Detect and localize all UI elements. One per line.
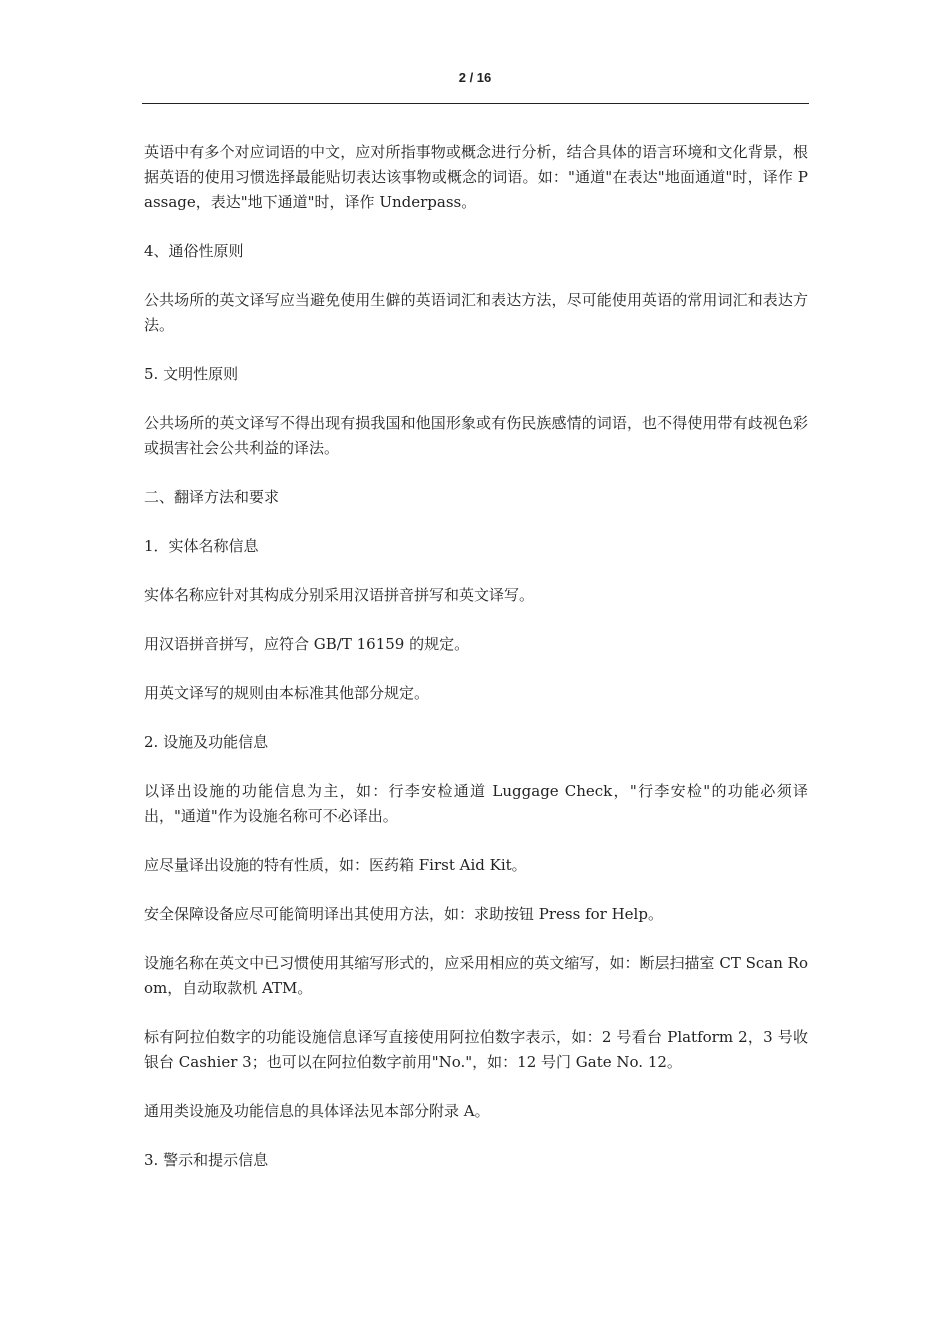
heading-facilities: 2. 设施及功能信息 [144,733,269,751]
paragraph-facility-nature: 应尽量译出设施的特有性质，如：医药箱 First Aid Kit。 [144,856,527,874]
heading-civility-principle: 5. 文明性原则 [144,365,239,383]
paragraph-abbreviations: 设施名称在英文中已习惯使用其缩写形式的，应采用相应的英文缩写，如：断层扫描室 CT Scan Room，自动取款机 ATM。 [144,954,808,997]
document-body [144,140,808,1197]
heading-translation-methods: 二、翻译方法和要求 [144,488,280,506]
paragraph-english-rule: 用英文译写的规则由本标准其他部分规定。 [144,684,430,702]
heading-popularity-principle: 4、通俗性原则 [144,242,244,260]
paragraph-pinyin-rule: 用汉语拼音拼写，应符合 GB/T 16159 的规定。 [144,635,470,653]
paragraph-safety-equipment: 安全保障设备应尽可能简明译出其使用方法，如：求助按钮 Press for Help。 [144,905,663,923]
heading-entity-names: 1．实体名称信息 [144,537,259,555]
paragraph-facility-function: 以译出设施的功能信息为主，如：行李安检通道 Luggage Check，"行李安检"的功能必须译出，"通道"作为设施名称可不必译出。 [144,782,808,825]
paragraph-appendix-reference: 通用类设施及功能信息的具体译法见本部分附录 A。 [144,1102,490,1120]
paragraph-word-choice: 英语中有多个对应词语的中文，应对所指事物或概念进行分析，结合具体的语言环境和文化背景，根据英语的使用习惯选择最能贴切表达该事物或概念的词语。如："通道"在表达"地面通道"时，译作 Passage，表达"地下通道"时，译作 Underpass。 [144,143,808,211]
heading-warnings: 3. 警示和提示信息 [144,1151,269,1169]
paragraph-civility-principle: 公共场所的英文译写不得出现有损我国和他国形象或有伤民族感情的词语，也不得使用带有歧视色彩或损害社会公共利益的译法。 [144,414,808,457]
page-number: 2 / 16 [458,70,492,85]
paragraph-entity-names: 实体名称应针对其构成分别采用汉语拼音拼写和英文译写。 [144,586,535,604]
paragraph-arabic-numerals: 标有阿拉伯数字的功能设施信息译写直接使用阿拉伯数字表示，如：2 号看台 Platform 2，3 号收银台 Cashier 3；也可以在阿拉伯数字前用"No."，如：12 号门 Gate No. 12。 [144,1028,808,1071]
paragraph-popularity-principle: 公共场所的英文译写应当避免使用生僻的英语词汇和表达方法，尽可能使用英语的常用词汇和表达方法。 [144,291,808,334]
header-divider [142,103,809,104]
